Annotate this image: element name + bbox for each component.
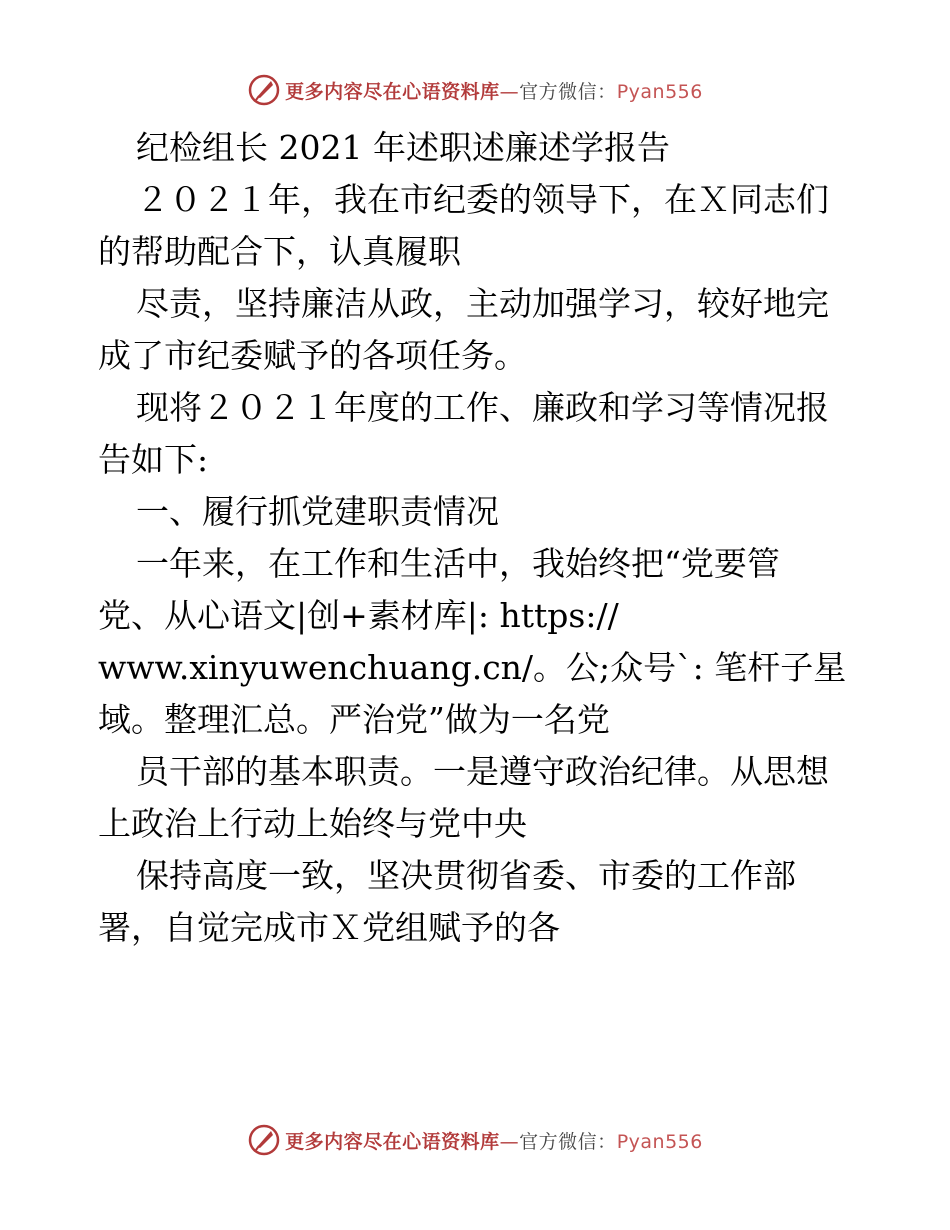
banner-main: 更多内容尽在心语资料库 bbox=[285, 1130, 500, 1153]
banner-text bbox=[285, 77, 703, 104]
paragraph-line: 党、从心语文|创+素材库|: https:// bbox=[98, 596, 619, 635]
document-title: 纪检组长 2021 年述职述廉述学报告 bbox=[136, 128, 670, 167]
quill-logo-icon bbox=[247, 1123, 281, 1157]
paragraph-line: www.xinyuwenchuang.cn/。公;众号`: 笔杆子星 bbox=[98, 648, 847, 687]
paragraph-line: 域。整理汇总。严治党”做为一名党 bbox=[98, 700, 610, 739]
banner-official: 官方微信： bbox=[519, 80, 617, 103]
paragraph-line: 成了市纪委赋予的各项任务。 bbox=[98, 336, 527, 375]
paragraph-line: ２０２１年，我在市纪委的领导下，在Ｘ同志们 bbox=[136, 180, 829, 219]
paragraph-line: 告如下: bbox=[98, 440, 209, 479]
paragraph-line: 的帮助配合下，认真履职 bbox=[98, 232, 461, 271]
quill-logo-icon bbox=[247, 73, 281, 107]
document-body bbox=[98, 122, 858, 954]
banner-wechat-id: Pyan556 bbox=[616, 80, 703, 103]
header-banner bbox=[0, 70, 950, 110]
footer-banner bbox=[0, 1120, 950, 1160]
paragraph-line: 员干部的基本职责。一是遵守政治纪律。从思想 bbox=[136, 752, 829, 791]
paragraph-line: 署，自觉完成市Ｘ党组赋予的各 bbox=[98, 908, 560, 947]
banner-text bbox=[285, 1127, 703, 1154]
banner-official: 官方微信： bbox=[519, 1130, 617, 1153]
banner-dash: — bbox=[499, 80, 520, 103]
banner-dash: — bbox=[499, 1130, 520, 1153]
paragraph-line: 上政治上行动上始终与党中央 bbox=[98, 804, 527, 843]
banner-wechat-id: Pyan556 bbox=[616, 1130, 703, 1153]
paragraph-line: 一年来，在工作和生活中，我始终把“党要管 bbox=[136, 544, 780, 583]
section-heading: 一、履行抓党建职责情况 bbox=[136, 492, 499, 531]
paragraph-line: 现将２０２１年度的工作、廉政和学习等情况报 bbox=[136, 388, 829, 427]
banner-main: 更多内容尽在心语资料库 bbox=[285, 80, 500, 103]
paragraph-line: 保持高度一致，坚决贯彻省委、市委的工作部 bbox=[136, 856, 796, 895]
paragraph-line: 尽责，坚持廉洁从政，主动加强学习，较好地完 bbox=[136, 284, 829, 323]
